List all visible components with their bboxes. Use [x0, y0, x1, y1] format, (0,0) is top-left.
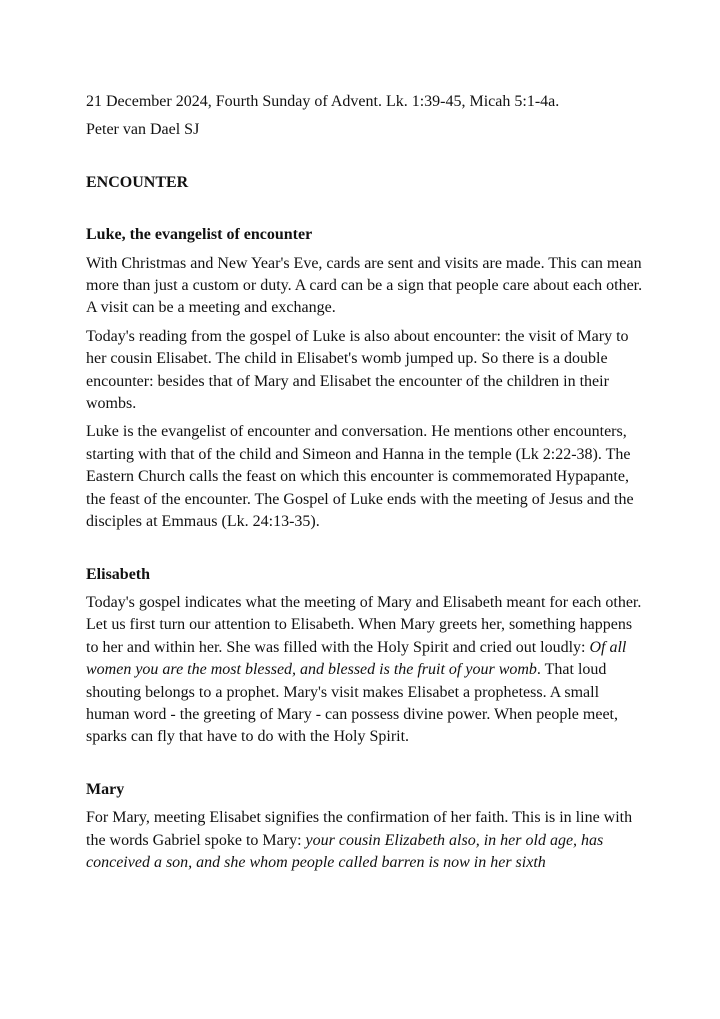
date-line: 21 December 2024, Fourth Sunday of Advent. Lk. 1:39-45, Micah 5:1-4a. [86, 93, 560, 110]
section-heading-elisabeth: Elisabeth [86, 565, 151, 583]
text-run: . That loud shouting belongs to a prophet. Mary's visit makes Elisabet a prophetess. A small human word - the greeting of Mary - can possess divine power. When people meet, sparks can fly that have to do with the Holy Spirit. [86, 661, 618, 746]
paragraph [86, 592, 646, 749]
section-heading-luke: Luke, the evangelist of encounter [86, 226, 313, 244]
document-title: ENCOUNTER [86, 173, 189, 191]
scripture-quote: Of all women you are the most blessed, and blessed is the fruit of your womb [86, 638, 627, 679]
spacer [86, 148, 646, 172]
paragraph: With Christmas and New Year's Eve, cards are sent and visits are made. This can mean more than just a custom or duty. A card can be a sign that people care about each other. A visit can be a meeting and exchange. [86, 254, 643, 317]
author-line: Peter van Dael SJ [86, 121, 200, 139]
text-run: For Mary, meeting Elisabet signifies the confirmation of her faith. This is in line with the words Gabriel spoke to Mary: [86, 809, 633, 849]
spacer [86, 755, 646, 779]
scripture-quote: your cousin Elizabeth also, in her old age, has conceived a son, and she whom people called barren is now in her sixth [86, 831, 604, 871]
spacer [86, 540, 646, 564]
spacer [86, 200, 646, 224]
paragraph: Luke is the evangelist of encounter and conversation. He mentions other encounters, starting with that of the child and Simeon and Hanna in the temple (Lk 2:22-38). The Eastern Church calls the feast on which this encounter is commemorated Hypapante, the feast of the encounter. The Gospel of Luke ends with the meeting of Jesus and the disciples at Emmaus (Lk. 24:13-35). [86, 423, 634, 531]
text-run: Today's gospel indicates what the meeting of Mary and Elisabeth meant for each other. Let us first turn our attention to Elisabeth. When Mary greets her, something happens to her and within her. She was filled with the Holy Spirit and cried out loudly: [86, 593, 642, 656]
section-heading-mary: Mary [86, 780, 125, 798]
paragraph [86, 807, 646, 874]
document-page [86, 91, 646, 880]
paragraph: Today's reading from the gospel of Luke is also about encounter: the visit of Mary to her cousin Elisabet. The child in Elisabet's womb jumped up. So there is a double encounter: besides that of Mary and Elisabet the encounter of the children in their wombs. [86, 327, 629, 413]
